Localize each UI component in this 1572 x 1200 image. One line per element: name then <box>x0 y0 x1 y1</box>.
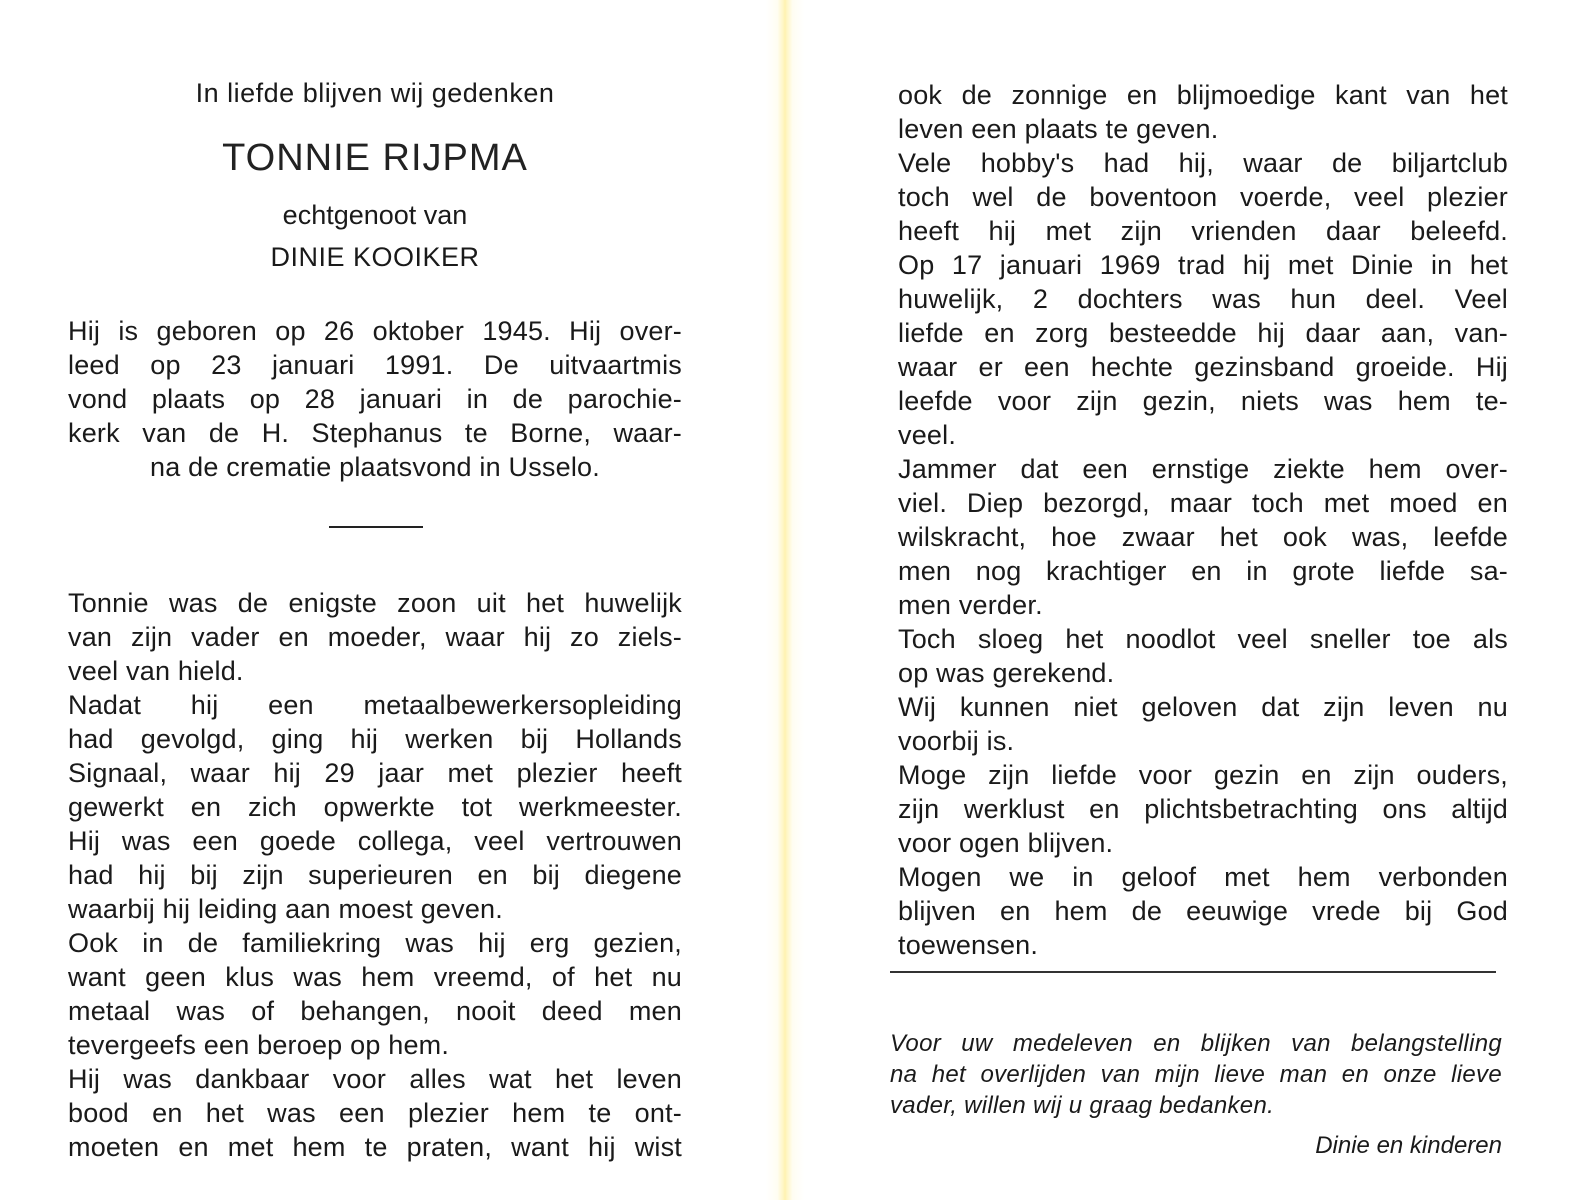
story-line: Toch sloeg het noodlot veel sneller toe als <box>898 624 1508 654</box>
story-line: veel van hield. <box>68 656 244 686</box>
story-line: huwelijk, 2 dochters was hun deel. Veel <box>898 284 1508 314</box>
story-line: wilskracht, hoe zwaar het ook was, leefde <box>898 522 1508 552</box>
story-line: toewensen. <box>898 930 1039 960</box>
signature: Dinie en kinderen <box>1315 1132 1502 1159</box>
story-line: moeten en met hem te praten, want hij wist <box>68 1132 682 1162</box>
story-line: Vele hobby's had hij, waar de biljartclub <box>898 148 1508 178</box>
story-line: van zijn vader en moeder, waar hij zo ziels- <box>68 622 682 652</box>
story-line: Tonnie was de enigste zoon uit het huwelijk <box>68 588 682 618</box>
story-line: waarbij hij leiding aan moest geven. <box>68 894 503 924</box>
story-line: Jammer dat een ernstige ziekte hem over- <box>898 454 1508 484</box>
story-right <box>898 78 1508 962</box>
story-line: had gevolgd, ging hij werken bij Hollands <box>68 724 682 754</box>
story-line: viel. Diep bezorgd, maar toch met moed en <box>898 488 1508 518</box>
thanks-line: vader, willen wij u graag bedanken. <box>890 1092 1275 1119</box>
story-line: heeft hij met zijn vrienden daar beleefd. <box>898 216 1508 246</box>
story-line: liefde en zorg besteedde hij daar aan, van- <box>898 318 1508 348</box>
story-line: Nadat hij een metaalbewerkersopleiding <box>68 690 682 720</box>
story-line: bood en het was een plezier hem te ont- <box>68 1098 682 1128</box>
card-fold <box>766 0 804 1200</box>
story-line: want geen klus was hem vreemd, of het nu <box>68 962 682 992</box>
story-line: veel. <box>898 420 957 450</box>
story-line: had hij bij zijn superieuren en bij diegene <box>68 860 682 890</box>
story-line: Hij was dankbaar voor alles wat het leven <box>68 1064 682 1094</box>
spouse-name: DINIE KOOIKER <box>270 242 480 272</box>
story-line: blijven en hem de eeuwige vrede bij God <box>898 896 1508 926</box>
story-line: voorbij is. <box>898 726 1015 756</box>
bio-line: leed op 23 januari 1991. De uitvaartmis <box>68 350 682 380</box>
intro-line: In liefde blijven wij gedenken <box>195 78 555 108</box>
story-line: Op 17 januari 1969 trad hij met Dinie in het <box>898 250 1508 280</box>
thanks-line: na het overlijden van mijn lieve man en onze lieve <box>890 1061 1502 1088</box>
story-line: Hij was een goede collega, veel vertrouwen <box>68 826 682 856</box>
story-line: Ook in de familiekring was hij erg gezien, <box>68 928 682 958</box>
story-line: men nog krachtiger en in grote liefde sa- <box>898 556 1508 586</box>
bio-line: Hij is geboren op 26 oktober 1945. Hij over- <box>68 316 682 346</box>
bio-line: na de crematie plaatsvond in Usselo. <box>150 452 600 482</box>
bio-paragraph <box>68 314 682 484</box>
story-line: voor ogen blijven. <box>898 828 1114 858</box>
story-line: zijn werklust en plichtsbetrachting ons altijd <box>898 794 1508 824</box>
story-line: men verder. <box>898 590 1043 620</box>
story-line: op was gerekend. <box>898 658 1115 688</box>
thanks-line: Voor uw medeleven en blijken van belangstelling <box>890 1030 1502 1057</box>
closing-rule <box>890 971 1496 973</box>
story-line: metaal was of behangen, nooit deed men <box>68 996 682 1026</box>
deceased-name: TONNIE RIJPMA <box>222 137 528 179</box>
story-line: Wij kunnen niet geloven dat zijn leven nu <box>898 692 1508 722</box>
story-line: gewerkt en zich opwerkte tot werkmeester. <box>68 792 682 822</box>
story-line: tevergeefs een beroep op hem. <box>68 1030 450 1060</box>
story-line: leven een plaats te geven. <box>898 114 1219 144</box>
bio-line: vond plaats op 28 januari in de parochie- <box>68 384 682 414</box>
story-line: Signaal, waar hij 29 jaar met plezier heeft <box>68 758 682 788</box>
section-divider <box>329 526 423 528</box>
story-line: toch wel de boventoon voerde, veel plezier <box>898 182 1508 212</box>
story-line: leefde voor zijn gezin, niets was hem te- <box>898 386 1508 416</box>
thanks-note <box>890 1028 1502 1121</box>
story-line: Moge zijn liefde voor gezin en zijn ouders, <box>898 760 1508 790</box>
story-line: Mogen we in geloof met hem verbonden <box>898 862 1508 892</box>
spouse-label: echtgenoot van <box>282 200 468 230</box>
story-line: waar er een hechte gezinsband groeide. Hij <box>898 352 1508 382</box>
bio-line: kerk van de H. Stephanus te Borne, waar- <box>68 418 682 448</box>
story-line: ook de zonnige en blijmoedige kant van het <box>898 80 1508 110</box>
story-left <box>68 586 682 1164</box>
